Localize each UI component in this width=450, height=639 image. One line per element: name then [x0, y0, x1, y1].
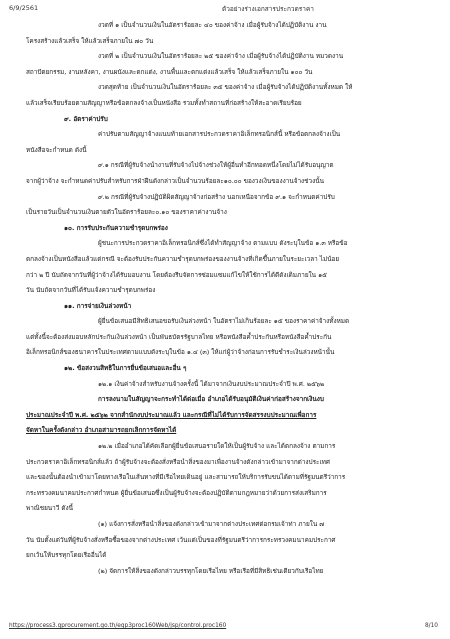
- text-line: โครงสร้างแล้วเสร็จ ให้แล้วเสร็จภายใน ๗๐ วัน: [26, 36, 154, 45]
- text-line: กระทรวงคมนาคมประกาศกำหนด ผู้ยื่นข้อเสนอซึ่งเป็นผู้รับจ้างจะต้องปฏิบัติตามกฎหมายว่าด้วยการส่งเสริมการ: [26, 488, 327, 497]
- text-line: เป็นรายวันเป็นจำนวนเงินตายตัวในอัตราร้อยละ๐.๑๐ ของราคาค่างานจ้าง: [26, 208, 227, 217]
- text-line: (๑) แจ้งการสั่งหรือนำสิ่งของดังกล่าวเข้ามาจากต่างประเทศต่อกรมเจ้าท่า ภายใน ๗: [98, 520, 325, 528]
- text-line: ๙.๑ กรณีที่ผู้รับจ้างนำงานที่รับจ้างไปจ้างช่วงให้ผู้อื่นทำอีกทอดหนึ่งโดยไม่ได้รับอนุญาต: [98, 161, 334, 170]
- text-line: และของนั้นต้องนำเข้ามาโดยทางเรือในเส้นทางที่มีเรือไทยเดินอยู่ และสามารถให้บริการรับขนได้ตามที่รัฐมนตรีว่าการ: [26, 473, 346, 482]
- text-line: แต่ทั้งนี้จะต้องส่งมอบหลักประกันเงินล่วงหน้า เป็นพันธบัตรรัฐบาลไทย หรือหนังสือค้ำประกันหรือหนังสือค้ำประกัน: [26, 332, 332, 341]
- text-line: (๒) จัดการให้สิ่งของดังกล่าวบรรทุกโดยเรือไทย หรือเรือที่มีสิทธิเช่นเดียวกับเรือไทย: [98, 566, 324, 575]
- text-line: ประกวดราคาอิเล็กทรอนิกส์แล้ว ถ้าผู้รับจ้างจะต้องสั่งหรือนำสิ่งของมาเพื่องานจ้างดังกล่าวเข้ามาจากต่างประเทศ: [26, 457, 330, 466]
- text-line: ผู้ยื่นข้อเสนอมีสิทธิเสนอขอรับเงินล่วงหน้า ในอัตราไม่เกินร้อยละ ๑๕ ของราคาค่าจ้างทั้งหมด: [98, 317, 350, 326]
- text-line-emphasis: จัดหาในครั้งดังกล่าว อำเภอสามารถยกเลิกการจัดหาได้: [26, 426, 177, 435]
- text-line: ๑๒.๑ เงินค่าจ้างสำหรับงานจ้างครั้งนี้ ได้มาจากเงินงบประมาณประจำปี พ.ศ. ๒๕๖๒: [98, 379, 325, 388]
- text-line: แล้วเสร็จเรียบร้อยตามสัญญาหรือข้อตกลงจ้างเป็นหนังสือ รวมทั้งทำสถานที่ก่อสร้างให้สะอาดเรียบร้อย: [26, 98, 302, 107]
- text-line: หนังสือจะกำหนด ดังนี้: [26, 145, 87, 154]
- text-line: งวดที่ ๑ เป็นจำนวนเงินในอัตราร้อยละ ๔๐ ของค่าจ้าง เมื่อผู้รับจ้างได้ปฏิบัติงาน งาน: [98, 21, 327, 29]
- document-title: ตัวอย่างร่างเอกสารประกวดราคา: [222, 5, 314, 13]
- text-line: ๑๒.๒ เมื่ออำเภอได้คัดเลือกผู้ยื่นข้อเสนอรายใดให้เป็นผู้รับจ้าง และได้ตกลงจ้าง ตามการ: [98, 442, 336, 451]
- page-footer: [0, 623, 450, 633]
- section-heading: ๑๑. การจ่ายเงินล่วงหน้า: [64, 301, 132, 310]
- text-line: งวดที่ ๒ เป็นจำนวนเงินในอัตราร้อยละ ๒๕ ของค่าจ้าง เมื่อผู้รับจ้างได้ปฏิบัติงาน หมวดงาน: [98, 52, 344, 61]
- text-line: งวดสุดท้าย เป็นจำนวนเงินในอัตราร้อยละ ๓๕ ของค่าจ้าง เมื่อผู้รับจ้างได้ปฏิบัติงานทั้งหมด ให้: [98, 83, 353, 92]
- text-line: พาณิชยนาวี ดังนี้: [26, 504, 74, 513]
- section-heading: ๑๒. ข้อสงวนสิทธิในการยื่นข้อเสนอและอื่น ๆ: [64, 364, 187, 373]
- text-line: ยกเว้นให้บรรทุกโดยเรืออื่นได้: [26, 551, 107, 560]
- text-line: วัน นับถัดจากวันที่ได้รับแจ้งความชำรุดบกพร่อง: [26, 286, 156, 295]
- text-line: ค่าปรับตามสัญญาจ้างแนบท้ายเอกสารประกวดราคาอิเล็กทรอนิกส์นี้ หรือข้อตกลงจ้างเป็น: [98, 130, 341, 139]
- document-body: [26, 18, 438, 579]
- text-line: ผู้ชนะการประกวดราคาอิเล็กทรอนิกส์ซึ่งได้ทำสัญญาจ้าง ตามแบบ ดังระบุในข้อ ๑.๓ หรือข้อ: [98, 239, 348, 248]
- text-line: อิเล็กทรอนิกส์ของธนาคารในประเทศตามแบบดังระบุในข้อ ๑.๔ (๓) ให้แก่ผู้ว่าจ้างก่อนการรับชำระเงินล่วงหน้านั้น: [26, 348, 335, 357]
- section-heading: ๑๐. การรับประกันความชำรุดบกพร่อง: [64, 223, 168, 232]
- page-number: 8/10: [424, 623, 438, 629]
- page-header: [0, 4, 450, 16]
- section-heading: ๙. อัตราค่าปรับ: [64, 114, 108, 123]
- text-line: สถาปัตยกรรม, งานหลังคา, งานผนังและตกแต่ง, งานพื้นและตกแต่งแล้วเสร็จ ให้แล้วเสร็จภายใน ๑๐๐ วัน: [26, 67, 313, 76]
- print-date: 6/9/2561: [9, 4, 39, 12]
- page-url-link[interactable]: https://process3.gprocurement.go.th/egp3proc160Web/jsp/control.proc160: [9, 623, 227, 629]
- text-line: ๙.๒ กรณีที่ผู้รับจ้างปฏิบัติผิดสัญญาจ้างก่อสร้าง นอกเหนือจากข้อ ๙.๑ จะกำหนดค่าปรับ: [98, 192, 335, 201]
- text-line-emphasis: ประมาณประจำปี พ.ศ. ๒๕๖๒ จากสำนักงบประมาณแล้ว และกรณีที่ไม่ได้รับการจัดสรรงบประมาณเพื่อการ: [26, 410, 317, 419]
- text-line: วัน นับตั้งแต่วันที่ผู้รับจ้างสั่งหรือซื้อของจากต่างประเทศ เว้นแต่เป็นของที่รัฐมนตรีว่าการกระทรวงคมนาคมประกาศ: [26, 535, 336, 544]
- text-line: จากผู้ว่าจ้าง จะกำหนดค่าปรับสำหรับการฝ่าฝืนดังกล่าวเป็นจำนวนร้อยละ๑๐.๐๐ ของวงเงินของงานจ้างช่วงนั้น: [26, 176, 324, 185]
- text-line: กว่า ๒ ปี นับถัดจากวันที่ผู้ว่าจ้างได้รับมอบงาน โดยต้องรีบจัดการซ่อมแซมแก้ไขให้ใช้การได้ดีดังเดิมภายใน ๑๕: [26, 270, 327, 279]
- text-line-emphasis: การลงนามในสัญญาจะกระทำได้ต่อเมื่อ อำเภอได้รับอนุมัติเงินค่าก่อสร้างจากเงินงบ: [98, 395, 324, 404]
- text-line: ตกลงจ้างเป็นหนังสือแล้วแต่กรณี จะต้องรับประกันความชำรุดบกพร่องของงานจ้างที่เกิดขึ้นภายในระยะเวลา ไม่น้อย: [26, 254, 340, 263]
